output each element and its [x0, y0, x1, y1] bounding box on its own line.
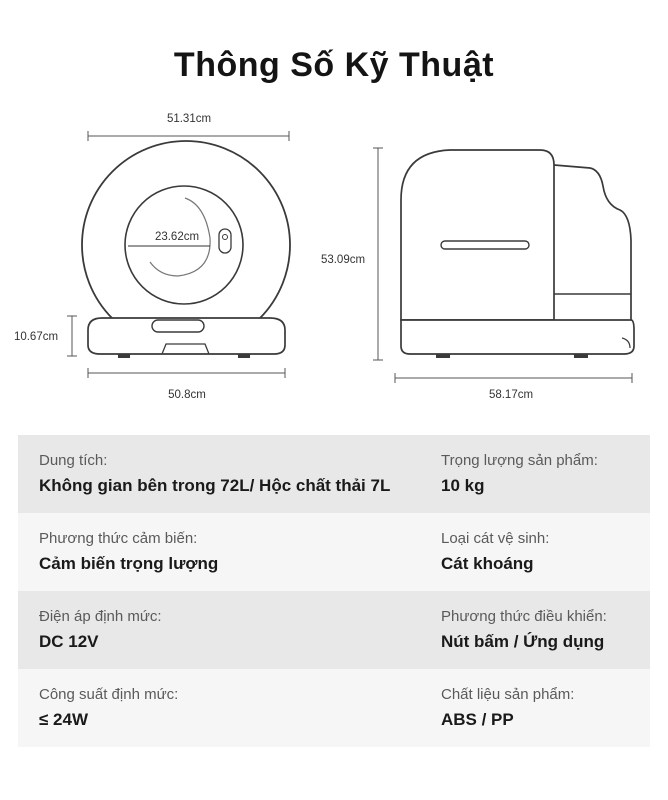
side-depth-label: 58.17cm [488, 389, 534, 401]
spec-row [18, 513, 650, 591]
spec-value: Cát khoáng [441, 554, 534, 573]
spec-value: Cảm biến trọng lượng [39, 554, 219, 573]
front-width-top-label: 51.31cm [166, 113, 212, 125]
spec-cell [441, 435, 650, 513]
spec-row [18, 591, 650, 669]
side-view [373, 148, 634, 383]
front-width-bottom-label: 50.8cm [168, 389, 206, 401]
spec-value: ≤ 24W [39, 710, 89, 729]
spec-label: Công suất định mức: [39, 686, 179, 703]
spec-cell [441, 513, 650, 591]
product-dimension-diagram [0, 100, 668, 420]
specification-table [18, 435, 650, 747]
spec-row [18, 435, 650, 513]
spec-cell [18, 435, 441, 513]
spec-cell [441, 591, 650, 669]
spec-row [18, 669, 650, 747]
spec-label: Phương thức cảm biến: [39, 530, 198, 547]
page-title: Thông Số Kỹ Thuật [173, 46, 495, 84]
spec-cell [441, 669, 650, 747]
spec-label: Loại cát vệ sinh: [441, 530, 550, 547]
base-height-label: 10.67cm [13, 331, 59, 343]
spec-label: Dung tích: [39, 452, 108, 469]
spec-cell [18, 513, 441, 591]
spec-value: Nút bấm / Ứng dụng [441, 632, 605, 651]
spec-label: Chất liệu sản phẩm: [441, 686, 575, 703]
window-diameter-label: 23.62cm [154, 231, 200, 243]
spec-value: ABS / PP [441, 710, 514, 729]
spec-value: Không gian bên trong 72L/ Hộc chất thải 7L [39, 476, 391, 495]
spec-label: Trọng lượng sản phẩm: [441, 452, 598, 469]
spec-label: Điện áp định mức: [39, 608, 162, 625]
spec-label: Phương thức điều khiển: [441, 608, 607, 625]
spec-cell [18, 591, 441, 669]
front-view [67, 131, 290, 378]
spec-value: DC 12V [39, 632, 99, 651]
spec-cell [18, 669, 441, 747]
spec-value: 10 kg [441, 476, 485, 495]
side-height-label: 53.09cm [320, 254, 366, 266]
